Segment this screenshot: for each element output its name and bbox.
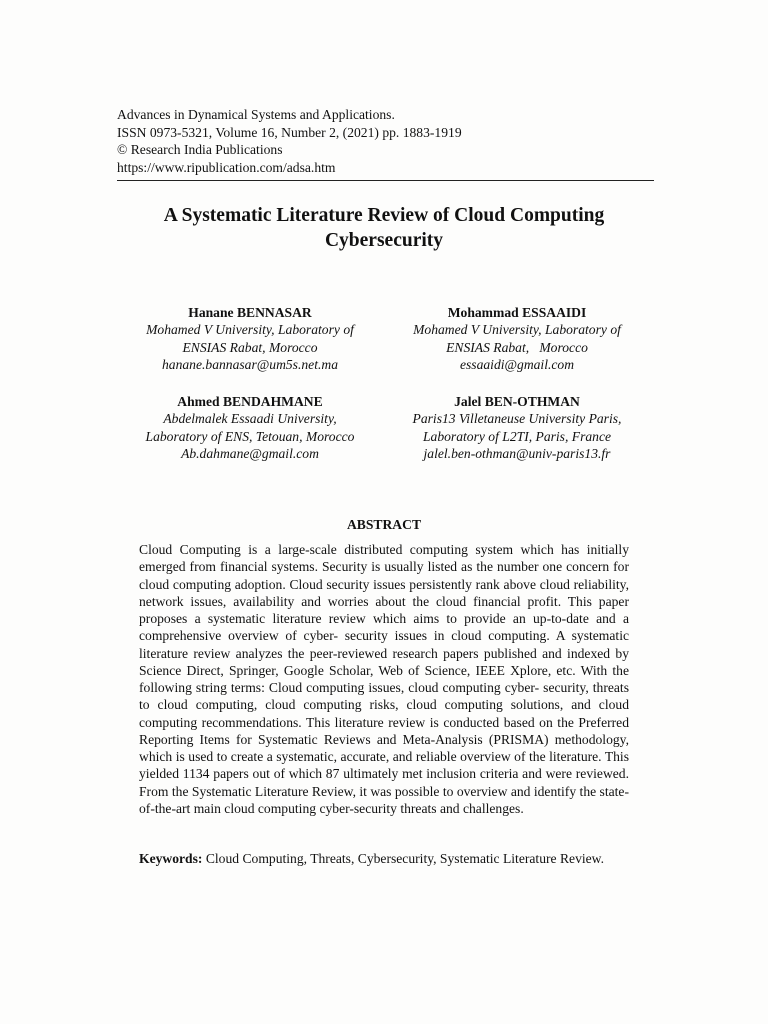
author-affiliation-line: Mohamed V University, Laboratory of [413,322,621,338]
journal-header [117,106,657,176]
author-email: hanane.bannasar@um5s.net.ma [161,356,338,372]
paper-title-line-2: Cybersecurity [324,230,444,251]
author-block [372,304,662,373]
keywords-paragraph [139,850,629,867]
author-affiliation-line: Mohamed V University, Laboratory of [146,322,354,338]
author-affiliation-line: ENSIAS Rabat, Morocco [446,339,588,355]
author-affiliation-line: Abdelmalek Essaadi University, [163,411,337,427]
author-affiliation-line: ENSIAS Rabat, Morocco [182,339,318,355]
journal-publisher: © Research India Publications [117,142,283,157]
author-affiliation-line: Laboratory of L2TI, Paris, France [422,428,612,444]
keywords-label: Keywords: [139,851,203,866]
author-name: Hanane BENNASAR [188,305,312,320]
author-email: Ab.dahmane@gmail.com [181,445,319,461]
journal-url: https://www.ripublication.com/adsa.htm [117,159,336,175]
author-block [105,304,395,373]
author-block [105,393,395,462]
author-affiliation-line: Laboratory of ENS, Tetouan, Morocco [145,428,355,444]
abstract-heading: ABSTRACT [346,517,422,532]
journal-name: Advances in Dynamical Systems and Applications. [117,107,395,122]
author-name: Mohammad ESSAAIDI [447,305,587,320]
author-block [372,393,662,462]
author-name: Jalel BEN-OTHMAN [454,394,580,409]
paper-title [100,203,668,253]
header-divider [117,180,654,181]
author-email: essaaidi@gmail.com [459,356,575,372]
paper-title-line-1: A Systematic Literature Review of Cloud Computing [163,205,605,226]
author-name: Ahmed BENDAHMANE [177,394,323,409]
journal-issn: ISSN 0973-5321, Volume 16, Number 2, (2021) pp. 1883-1919 [117,124,462,140]
keywords-text: Cloud Computing, Threats, Cybersecurity, Systematic Literature Review. [205,851,605,866]
abstract-text: Cloud Computing is a large-scale distributed computing system which has initially emerged from financial systems. Security is usually listed as the number one concern for cloud computing adoption. Cloud security issues persistently rank above cloud reliability, network issues, availability and worries about the cloud financial profit. This paper proposes a systematic literature review which aims to provide an up-to-date and a comprehensive overview of cyber- security issues in cloud computing. A systematic literature review analyzes the peer-reviewed research papers published and indexed by Science Direct, Springer, Google Scholar, Web of Science, IEEE Xplore, etc. With the following string terms: Cloud computing issues, cloud computing cyber- security, threats to cloud computing, cloud computing risks, cloud computing solutions, and cloud computing recommendations. This literature review is conducted based on the Preferred Reporting Items for Systematic Reviews and Meta-Analysis (PRISMA) methodology, which is used to create a systematic, accurate, and reliable overview of the literature. This yielded 1134 papers out of which 87 ultimately met inclusion criteria and were reviewed. From the Systematic Literature Review, it was possible to overview and identify the state-of-the-art main cloud computing cyber-security threats and challenges. [139,542,629,816]
author-affiliation-line: Paris13 Villetaneuse University Paris, [412,411,622,427]
author-email: jalel.ben-othman@univ-paris13.fr [423,445,611,461]
